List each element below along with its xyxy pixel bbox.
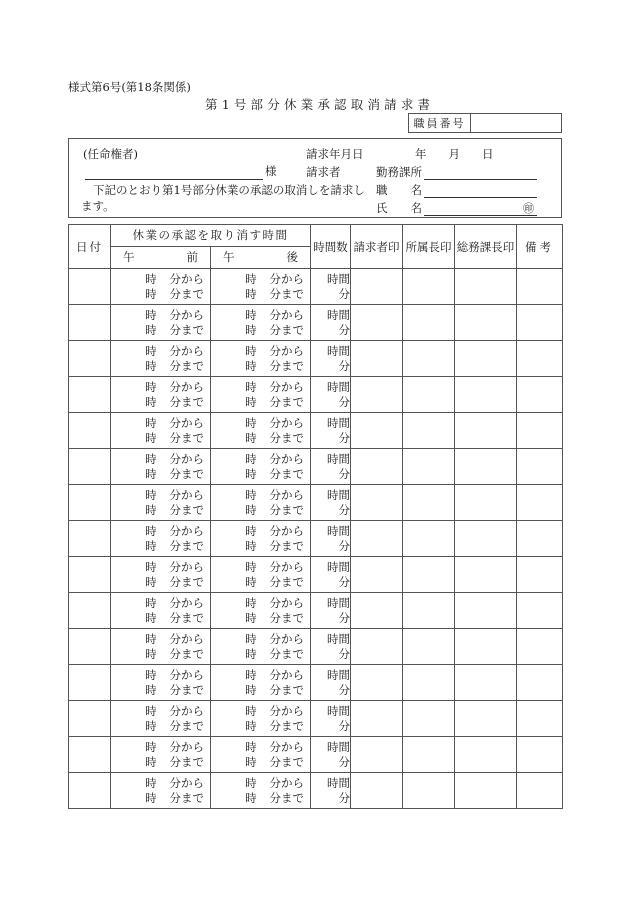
table-header (69, 225, 563, 269)
col-header-remarks: 備考 (517, 225, 563, 269)
cell-time-pm[interactable] (211, 737, 311, 773)
cell-general-affairs-seal[interactable] (455, 269, 517, 305)
time-to-line: 時 分まで (145, 646, 204, 661)
table-row (69, 449, 563, 485)
cell-hours[interactable] (311, 557, 351, 593)
minutes-value: 分 (338, 682, 350, 697)
time-to-line: 時 分まで (145, 574, 204, 589)
cell-time-pm[interactable] (211, 449, 311, 485)
col-header-supervisor-seal: 所属長印 (403, 225, 455, 269)
cell-supervisor-seal[interactable] (403, 557, 455, 593)
cell-hours[interactable] (311, 773, 351, 809)
cell-time-pm[interactable] (211, 557, 311, 593)
time-from-line: 時 分から (245, 523, 304, 538)
cell-hours[interactable] (311, 629, 351, 665)
table-row (69, 305, 563, 341)
time-from-line: 時 分から (145, 379, 204, 394)
hours-value: 時間 (327, 559, 350, 574)
cell-remarks[interactable] (517, 377, 563, 413)
cell-date[interactable] (69, 413, 111, 449)
appointer-label: (任命権者) (83, 147, 138, 161)
workplace-label: 勤務課所 (376, 165, 422, 179)
minutes-value: 分 (338, 574, 350, 589)
minutes-value: 分 (338, 394, 350, 409)
time-from-line: 時 分から (245, 379, 304, 394)
time-from-line: 時 分から (245, 271, 304, 286)
cell-time-am[interactable] (111, 773, 211, 809)
time-to-line: 時 分まで (245, 358, 304, 373)
cell-date[interactable] (69, 377, 111, 413)
cell-requester-seal[interactable] (351, 485, 403, 521)
cell-supervisor-seal[interactable] (403, 665, 455, 701)
cell-supervisor-seal[interactable] (403, 593, 455, 629)
minutes-value: 分 (338, 754, 350, 769)
request-statement-line2: ます。 (81, 199, 115, 213)
cell-time-am[interactable] (111, 737, 211, 773)
hours-value: 時間 (327, 667, 350, 682)
table-row (69, 701, 563, 737)
cell-time-pm[interactable] (211, 521, 311, 557)
cell-hours[interactable] (311, 305, 351, 341)
cell-general-affairs-seal[interactable] (455, 485, 517, 521)
request-statement (81, 182, 377, 214)
cell-remarks[interactable] (517, 557, 563, 593)
time-to-line: 時 分まで (145, 502, 204, 517)
cell-time-pm[interactable] (211, 413, 311, 449)
request-statement-line1: 下記のとおり第1号部分休業の承認の取消しを請求し (93, 183, 365, 197)
time-from-line: 時 分から (245, 307, 304, 322)
cell-time-am[interactable] (111, 701, 211, 737)
cell-general-affairs-seal[interactable] (455, 341, 517, 377)
time-from-line: 時 分から (245, 775, 304, 790)
cell-remarks[interactable] (517, 305, 563, 341)
time-from-line: 時 分から (245, 451, 304, 466)
cell-date[interactable] (69, 269, 111, 305)
cell-date[interactable] (69, 485, 111, 521)
cell-remarks[interactable] (517, 521, 563, 557)
hours-value: 時間 (327, 775, 350, 790)
minutes-value: 分 (338, 790, 350, 805)
time-from-line: 時 分から (145, 739, 204, 754)
hours-value: 時間 (327, 271, 350, 286)
table-header-row-1 (69, 225, 563, 247)
time-from-line: 時 分から (145, 631, 204, 646)
cell-hours[interactable] (311, 377, 351, 413)
cell-remarks[interactable] (517, 773, 563, 809)
cell-requester-seal[interactable] (351, 341, 403, 377)
time-from-line: 時 分から (245, 487, 304, 502)
time-to-line: 時 分まで (245, 394, 304, 409)
request-date-fields[interactable] (415, 146, 494, 162)
cell-time-am[interactable] (111, 521, 211, 557)
cell-time-am[interactable] (111, 413, 211, 449)
cell-requester-seal[interactable] (351, 737, 403, 773)
hours-value: 時間 (327, 307, 350, 322)
time-to-line: 時 分まで (245, 646, 304, 661)
cell-time-am[interactable] (111, 629, 211, 665)
addressee-honorific: 様 (265, 164, 277, 178)
time-from-line: 時 分から (245, 343, 304, 358)
cell-general-affairs-seal[interactable] (455, 701, 517, 737)
cell-time-pm[interactable] (211, 665, 311, 701)
cell-requester-seal[interactable] (351, 449, 403, 485)
cell-remarks[interactable] (517, 665, 563, 701)
time-from-line: 時 分から (145, 343, 204, 358)
cell-remarks[interactable] (517, 485, 563, 521)
request-date-year: 年 (415, 147, 427, 161)
time-from-line: 時 分から (145, 559, 204, 574)
cell-requester-seal[interactable] (351, 665, 403, 701)
cell-requester-seal[interactable] (351, 377, 403, 413)
time-to-line: 時 分まで (245, 466, 304, 481)
full-name-input[interactable] (424, 202, 537, 216)
time-from-line: 時 分から (145, 307, 204, 322)
cell-time-pm[interactable] (211, 305, 311, 341)
time-to-line: 時 分まで (145, 610, 204, 625)
workplace-field (376, 164, 537, 180)
cell-hours[interactable] (311, 665, 351, 701)
cell-date[interactable] (69, 665, 111, 701)
requester-label: 請求者 (306, 165, 341, 179)
cell-time-pm[interactable] (211, 629, 311, 665)
cell-time-am[interactable] (111, 305, 211, 341)
time-to-line: 時 分まで (145, 466, 204, 481)
cell-time-pm[interactable] (211, 701, 311, 737)
col-header-cancel-time-group: 休業の承認を取り消す時間 (111, 225, 311, 247)
employee-number-box (408, 113, 562, 133)
col-header-date: 日付 (69, 225, 111, 269)
hours-value: 時間 (327, 343, 350, 358)
col-header-general-affairs-seal: 総務課長印 (455, 225, 517, 269)
cell-remarks[interactable] (517, 341, 563, 377)
cell-supervisor-seal[interactable] (403, 737, 455, 773)
cell-remarks[interactable] (517, 413, 563, 449)
cell-time-pm[interactable] (211, 485, 311, 521)
job-title-input[interactable] (424, 184, 537, 198)
header-info-panel (68, 138, 562, 218)
cell-requester-seal[interactable] (351, 413, 403, 449)
cell-requester-seal[interactable] (351, 593, 403, 629)
time-to-line: 時 分まで (145, 358, 204, 373)
employee-number-label: 職員番号 (409, 114, 471, 132)
cell-time-am[interactable] (111, 593, 211, 629)
time-from-line: 時 分から (145, 487, 204, 502)
workplace-input[interactable] (424, 166, 537, 180)
col-header-hours: 時間数 (311, 225, 351, 269)
time-to-line: 時 分まで (245, 754, 304, 769)
minutes-value: 分 (338, 502, 350, 517)
cell-requester-seal[interactable] (351, 629, 403, 665)
minutes-value: 分 (338, 430, 350, 445)
time-to-line: 時 分まで (245, 718, 304, 733)
time-to-line: 時 分まで (245, 502, 304, 517)
cell-date[interactable] (69, 521, 111, 557)
time-from-line: 時 分から (245, 703, 304, 718)
time-to-line: 時 分まで (145, 286, 204, 301)
cell-supervisor-seal[interactable] (403, 629, 455, 665)
time-from-line: 時 分から (145, 775, 204, 790)
cell-supervisor-seal[interactable] (403, 449, 455, 485)
cell-hours[interactable] (311, 413, 351, 449)
time-from-line: 時 分から (245, 595, 304, 610)
cell-general-affairs-seal[interactable] (455, 557, 517, 593)
employee-number-input[interactable] (471, 114, 561, 132)
cell-time-am[interactable] (111, 449, 211, 485)
hours-value: 時間 (327, 631, 350, 646)
cell-date[interactable] (69, 449, 111, 485)
time-to-line: 時 分まで (145, 538, 204, 553)
request-date-label: 請求年月日 (306, 147, 364, 161)
cell-hours[interactable] (311, 521, 351, 557)
cell-date[interactable] (69, 737, 111, 773)
leave-cancellation-table (68, 224, 563, 809)
cell-general-affairs-seal[interactable] (455, 773, 517, 809)
request-date-day: 日 (482, 147, 494, 161)
cell-supervisor-seal[interactable] (403, 341, 455, 377)
cell-hours[interactable] (311, 485, 351, 521)
hours-value: 時間 (327, 415, 350, 430)
time-to-line: 時 分まで (145, 754, 204, 769)
cell-requester-seal[interactable] (351, 557, 403, 593)
cell-date[interactable] (69, 629, 111, 665)
time-from-line: 時 分から (145, 451, 204, 466)
time-to-line: 時 分まで (145, 322, 204, 337)
minutes-value: 分 (338, 610, 350, 625)
minutes-value: 分 (338, 322, 350, 337)
minutes-value: 分 (338, 538, 350, 553)
hours-value: 時間 (327, 451, 350, 466)
time-to-line: 時 分まで (245, 610, 304, 625)
time-to-line: 時 分まで (245, 430, 304, 445)
cell-time-pm[interactable] (211, 377, 311, 413)
cell-supervisor-seal[interactable] (403, 521, 455, 557)
cell-general-affairs-seal[interactable] (455, 665, 517, 701)
time-to-line: 時 分まで (145, 682, 204, 697)
cell-remarks[interactable] (517, 701, 563, 737)
time-to-line: 時 分まで (145, 790, 204, 805)
cell-supervisor-seal[interactable] (403, 305, 455, 341)
cell-time-pm[interactable] (211, 773, 311, 809)
time-from-line: 時 分から (145, 271, 204, 286)
request-date-month: 月 (448, 147, 460, 161)
cell-requester-seal[interactable] (351, 305, 403, 341)
cell-requester-seal[interactable] (351, 701, 403, 737)
time-to-line: 時 分まで (245, 322, 304, 337)
table-row (69, 521, 563, 557)
cell-hours[interactable] (311, 701, 351, 737)
cell-time-am[interactable] (111, 665, 211, 701)
table-body (69, 269, 563, 809)
time-to-line: 時 分まで (245, 538, 304, 553)
cell-remarks[interactable] (517, 593, 563, 629)
cell-remarks[interactable] (517, 629, 563, 665)
time-from-line: 時 分から (245, 631, 304, 646)
cell-requester-seal[interactable] (351, 521, 403, 557)
cell-general-affairs-seal[interactable] (455, 377, 517, 413)
table-row (69, 773, 563, 809)
time-to-line: 時 分まで (245, 790, 304, 805)
time-to-line: 時 分まで (145, 718, 204, 733)
hours-value: 時間 (327, 595, 350, 610)
form-number: 様式第6号(第18条関係) (68, 80, 191, 94)
table-row (69, 269, 563, 305)
table-row (69, 737, 563, 773)
table-row (69, 593, 563, 629)
cell-date[interactable] (69, 773, 111, 809)
cell-time-pm[interactable] (211, 341, 311, 377)
table-row (69, 485, 563, 521)
time-to-line: 時 分まで (245, 682, 304, 697)
cell-time-am[interactable] (111, 377, 211, 413)
cell-hours[interactable] (311, 269, 351, 305)
cell-time-pm[interactable] (211, 269, 311, 305)
cell-general-affairs-seal[interactable] (455, 305, 517, 341)
cell-time-pm[interactable] (211, 593, 311, 629)
full-name-field (376, 200, 537, 216)
time-to-line: 時 分まで (245, 286, 304, 301)
cell-time-am[interactable] (111, 485, 211, 521)
cell-general-affairs-seal[interactable] (455, 737, 517, 773)
minutes-value: 分 (338, 466, 350, 481)
cell-requester-seal[interactable] (351, 773, 403, 809)
seal-icon: ㊞ (523, 202, 534, 215)
time-from-line: 時 分から (145, 595, 204, 610)
hours-value: 時間 (327, 523, 350, 538)
cell-date[interactable] (69, 593, 111, 629)
time-from-line: 時 分から (145, 703, 204, 718)
cell-date[interactable] (69, 341, 111, 377)
cell-general-affairs-seal[interactable] (455, 521, 517, 557)
table-row (69, 413, 563, 449)
cell-supervisor-seal[interactable] (403, 269, 455, 305)
table-row (69, 557, 563, 593)
page-title: 第1号部分休業承認取消請求書 (205, 97, 435, 112)
cell-time-am[interactable] (111, 269, 211, 305)
table-row (69, 341, 563, 377)
col-header-requester-seal: 請求者印 (351, 225, 403, 269)
time-from-line: 時 分から (245, 739, 304, 754)
addressee-input[interactable] (85, 165, 263, 180)
cell-date[interactable] (69, 557, 111, 593)
job-title-label: 職 名 (376, 183, 422, 197)
full-name-label: 氏 名 (376, 201, 422, 215)
time-from-line: 時 分から (145, 667, 204, 682)
cell-supervisor-seal[interactable] (403, 485, 455, 521)
job-title-field (376, 182, 537, 198)
cell-supervisor-seal[interactable] (403, 773, 455, 809)
cell-supervisor-seal[interactable] (403, 701, 455, 737)
hours-value: 時間 (327, 487, 350, 502)
minutes-value: 分 (338, 358, 350, 373)
cell-hours[interactable] (311, 449, 351, 485)
table-row (69, 629, 563, 665)
time-from-line: 時 分から (245, 415, 304, 430)
col-header-am: 午 前 (111, 247, 211, 269)
minutes-value: 分 (338, 646, 350, 661)
cell-remarks[interactable] (517, 269, 563, 305)
cell-general-affairs-seal[interactable] (455, 629, 517, 665)
cell-hours[interactable] (311, 737, 351, 773)
time-to-line: 時 分まで (145, 430, 204, 445)
cell-date[interactable] (69, 701, 111, 737)
col-header-pm: 午 後 (211, 247, 311, 269)
minutes-value: 分 (338, 286, 350, 301)
cell-hours[interactable] (311, 593, 351, 629)
cell-general-affairs-seal[interactable] (455, 413, 517, 449)
table-row (69, 377, 563, 413)
cell-supervisor-seal[interactable] (403, 413, 455, 449)
time-to-line: 時 分まで (245, 574, 304, 589)
table-row (69, 665, 563, 701)
time-to-line: 時 分まで (145, 394, 204, 409)
hours-value: 時間 (327, 703, 350, 718)
cell-supervisor-seal[interactable] (403, 377, 455, 413)
hours-value: 時間 (327, 739, 350, 754)
cell-hours[interactable] (311, 341, 351, 377)
cell-requester-seal[interactable] (351, 269, 403, 305)
hours-value: 時間 (327, 379, 350, 394)
time-from-line: 時 分から (145, 415, 204, 430)
cell-time-am[interactable] (111, 557, 211, 593)
minutes-value: 分 (338, 718, 350, 733)
cell-general-affairs-seal[interactable] (455, 593, 517, 629)
cell-remarks[interactable] (517, 449, 563, 485)
cell-general-affairs-seal[interactable] (455, 449, 517, 485)
cell-remarks[interactable] (517, 737, 563, 773)
time-from-line: 時 分から (145, 523, 204, 538)
cell-time-am[interactable] (111, 341, 211, 377)
time-from-line: 時 分から (245, 559, 304, 574)
time-from-line: 時 分から (245, 667, 304, 682)
cell-date[interactable] (69, 305, 111, 341)
